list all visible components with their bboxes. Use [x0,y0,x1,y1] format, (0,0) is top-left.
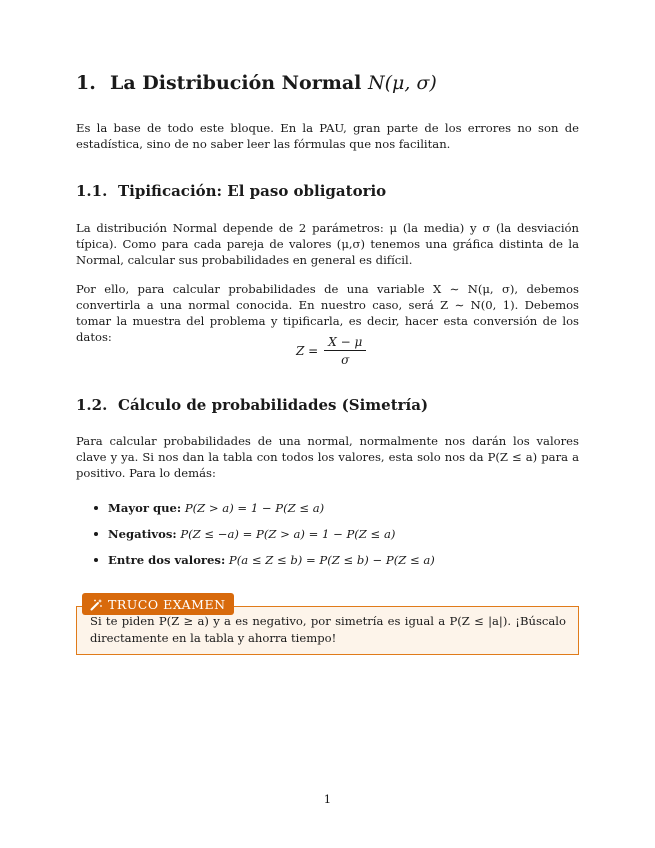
formula-lhs: Z = [296,344,319,358]
section-1-2-title: Cálculo de probabilidades (Simetría) [118,396,429,414]
tipificacion-paragraph-2: Por ello, para calcular probabilidades de una variable X ∼ N(μ, σ), debemos convertirla a una normal conocida. En nuestro caso, será Z ∼ N(0, 1). Debemos tomar la muestra del problema y tipificarla, es decir, hacer esta conversión de los datos: [76,282,579,344]
section-1-1-heading [76,182,386,200]
section-1-title: La Distribución Normal [110,72,362,94]
formula-denominator: σ [341,353,350,367]
magic-wand-icon [90,598,103,611]
exam-tip-text: Si te piden P(Z ≥ a) y a es negativo, por simetría es igual a P(Z ≤ |a|). ¡Búscalo directamente en la tabla y ahorra tiempo! [90,614,566,645]
list-item-formula: P(Z > a) = 1 − P(Z ≤ a) [184,501,325,515]
list-item-label: Mayor que: [108,501,182,515]
list-item-formula: P(Z ≤ −a) = P(Z > a) = 1 − P(Z ≤ a) [180,527,396,541]
list-item-label: Entre dos valores: [108,553,226,567]
list-item [76,498,579,524]
section-1-2-number: 1.2. [76,396,108,414]
list-item-label: Negativos: [108,527,177,541]
section-1-heading [76,72,437,94]
list-item [76,550,579,576]
exam-tip-box [76,596,579,655]
page-number: 1 [323,792,332,806]
section-1-1-title: Tipificación: El paso obligatorio [118,182,387,200]
formula-fraction [324,335,366,367]
section-1-number: 1. [76,72,96,94]
exam-tip-label [82,593,234,615]
intro-paragraph: Es la base de todo este bloque. En la PAU, gran parte de los errores no son de estadística, sino de no saber leer las fórmulas que nos facilitan. [76,121,579,151]
section-1-2-heading [76,396,428,414]
list-item-formula: P(a ≤ Z ≤ b) = P(Z ≤ b) − P(Z ≤ a) [228,553,435,567]
probabilidades-paragraph: Para calcular probabilidades de una normal, normalmente nos darán los valores clave y ya. Si nos dan la tabla con todos los valores, esta solo nos da P(Z ≤ a) para a positivo. Para lo demás: [76,434,579,480]
tipificacion-paragraph-1: La distribución Normal depende de 2 parámetros: μ (la media) y σ (la desviación típica). Como para cada pareja de valores (μ,σ) tenemos una gráfica distinta de la Normal, calcular sus probabilidades en general es difícil. [76,221,579,267]
exam-tip-label-text: TRUCO EXAMEN [108,596,226,612]
list-item [76,524,579,550]
section-1-1-number: 1.1. [76,182,108,200]
symmetry-rules-list [76,498,579,576]
formula-numerator: X − μ [324,335,366,351]
section-1-math: N(μ, σ) [367,72,437,94]
